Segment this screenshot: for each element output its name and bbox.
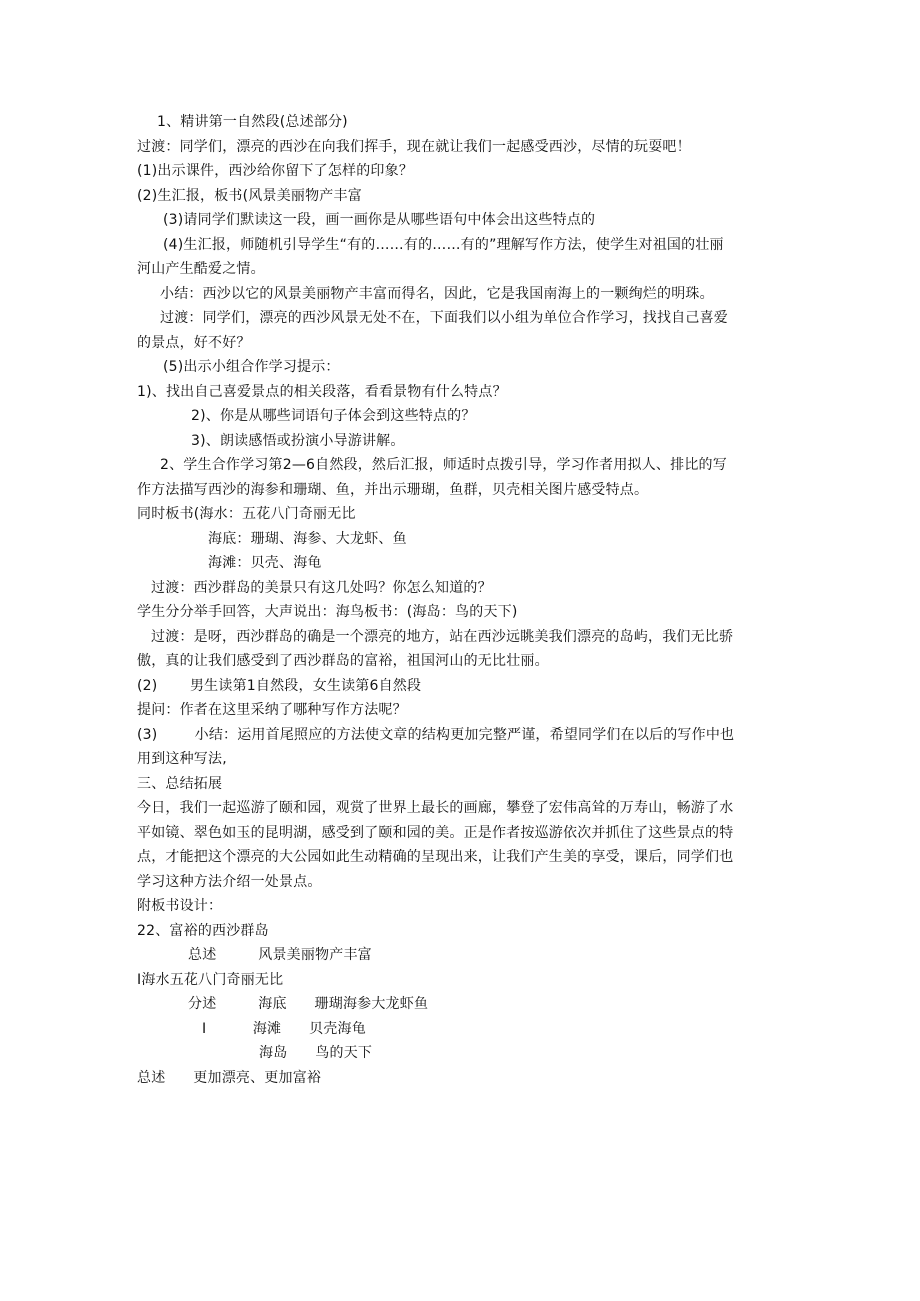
text-line: 学习这种方法介绍一处景点。 (137, 874, 322, 890)
text-line: 提问：作者在这里采纳了哪种写作方法呢？ (137, 702, 407, 718)
text-line: 用到这种写法, (137, 751, 227, 767)
text-line: (2)生汇报，板书(风景美丽物产丰富 (137, 188, 362, 204)
text-line: 过渡：西沙群岛的美景只有这几处吗？你怎么知道的？ (151, 580, 492, 596)
text-line: (3) 小结：运用首尾照应的方法使文章的结构更加完整严谨，希望同学们在以后的写作中也 (137, 727, 735, 743)
board-line: 总述 风景美丽物产丰富 (188, 947, 372, 963)
board-line: 海岛 鸟的天下 (259, 1045, 373, 1061)
text-line: 过渡：同学们，漂亮的西沙在向我们挥手，现在就让我们一起感受西沙，尽情的玩耍吧！ (137, 139, 691, 155)
board-line: I 海滩 贝壳海龟 (202, 1021, 366, 1037)
text-line: 学生分分举手回答，大声说出：海鸟板书：(海岛：鸟的天下) (137, 604, 518, 620)
text-line: 作方法描写西沙的海参和珊瑚、鱼，并出示珊瑚，鱼群，贝壳相关图片感受特点。 (137, 482, 649, 498)
text-line: 平如镜、翠色如玉的昆明湖，感受到了颐和园的美。正是作者按巡游依次并抓住了这些景点的特 (137, 825, 734, 841)
text-line: (5)出示小组合作学习提示： (163, 359, 340, 375)
text-line: (1)出示课件，西沙给你留下了怎样的印象？ (137, 163, 414, 179)
text-line: 傲，真的让我们感受到了西沙群岛的富裕，祖国河山的无比壮丽。 (137, 653, 549, 669)
text-line: 海底：珊瑚、海参、大龙虾、鱼 (208, 531, 407, 547)
text-line: 同时板书(海水：五花八门奇丽无比 (137, 506, 356, 522)
text-line: (3)请同学们默读这一段，画一画你是从哪些语句中体会出这些特点的 (163, 212, 596, 228)
board-line: I海水五花八门奇丽无比 (137, 972, 284, 988)
section-heading: 1、精讲第一自然段(总述部分) (157, 114, 348, 130)
text-line: (4)生汇报，师随机引导学生“有的……有的……有的”理解写作方法，使学生对祖国的壮丽 (163, 237, 724, 253)
text-line: 今日，我们一起巡游了颐和园，观赏了世界上最长的画廊，攀登了宏伟高耸的万寿山，畅游了水 (137, 800, 734, 816)
section-heading: 三、总结拓展 (137, 776, 223, 792)
text-line: 点，才能把这个漂亮的大公园如此生动精确的呈现出来，让我们产生美的享受，课后，同学们也 (137, 849, 734, 865)
text-line: 海滩：贝壳、海龟 (208, 555, 322, 571)
text-line: 附板书设计： (137, 898, 223, 914)
text-line: 的景点，好不好？ (137, 335, 251, 351)
text-line: 2、学生合作学习第2—6自然段，然后汇报，师适时点拨引导，学习作者用拟人、排比的写 (160, 457, 727, 473)
text-line: 小结：西沙以它的风景美丽物产丰富而得名，因此，它是我国南海上的一颗绚烂的明珠。 (160, 286, 714, 302)
text-line: 河山产生酷爱之情。 (137, 261, 265, 277)
text-line: 过渡：是呀，西沙群岛的确是一个漂亮的地方，站在西沙远眺美我们漂亮的岛屿，我们无比骄 (151, 629, 734, 645)
text-line: 1)、找出自己喜爱景点的相关段落，看看景物有什么特点？ (137, 384, 507, 400)
text-line: 2)、你是从哪些词语句子体会到这些特点的？ (191, 408, 476, 424)
board-line: 总述 更加漂亮、更加富裕 (137, 1070, 322, 1086)
board-line: 分述 海底 珊瑚海参大龙虾鱼 (188, 996, 429, 1012)
text-line: 3)、朗读感悟或扮演小导游讲解。 (191, 433, 405, 449)
text-line: (2) 男生读第1自然段，女生读第6自然段 (137, 678, 422, 694)
text-line: 过渡：同学们，漂亮的西沙风景无处不在，下面我们以小组为单位合作学习，找找自己喜爱 (160, 310, 728, 326)
board-title: 22、富裕的西沙群岛 (137, 923, 269, 939)
